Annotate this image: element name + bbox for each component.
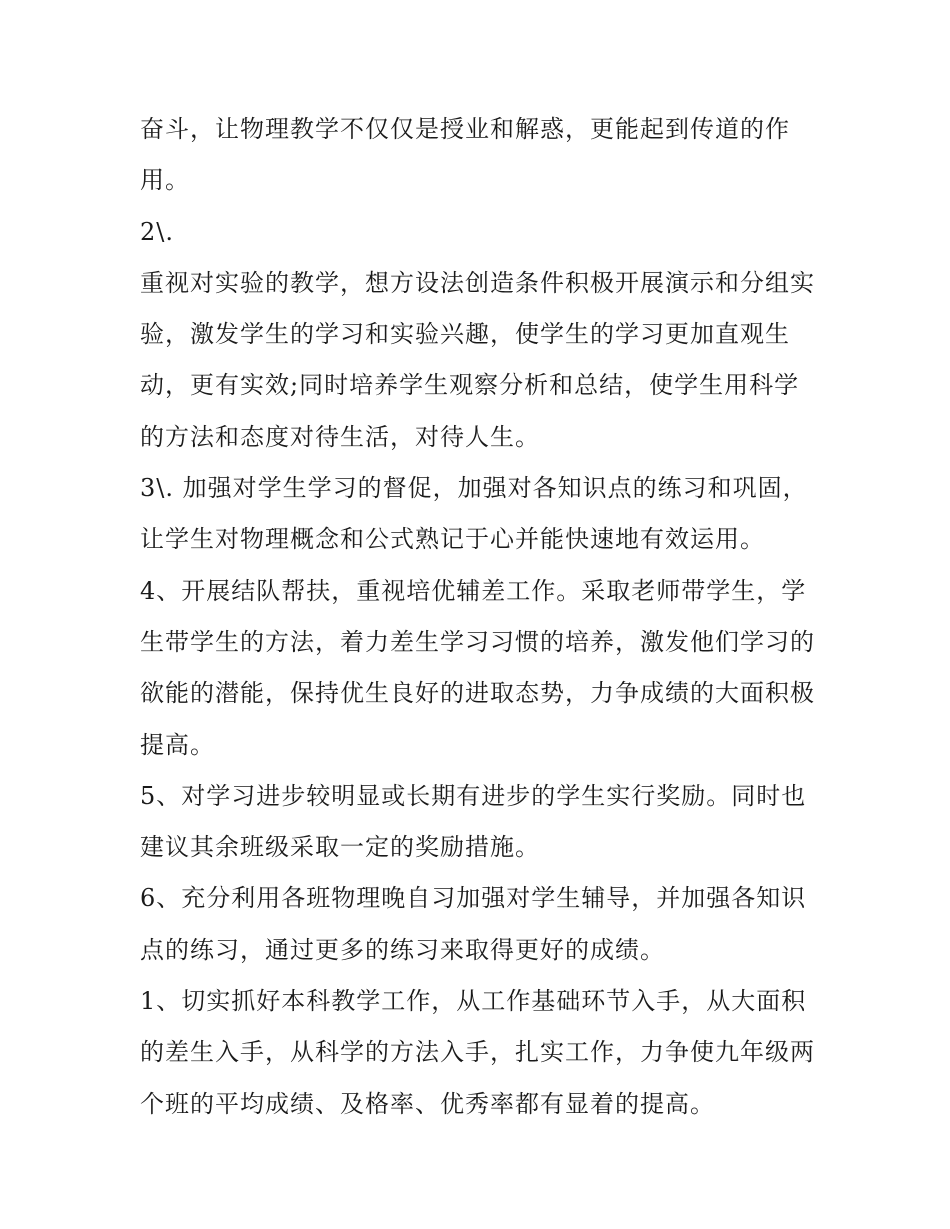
text-line: 欲能的潜能，保持优生良好的进取态势，力争成绩的大面积极 xyxy=(140,679,815,708)
text-line: 的差生入手，从科学的方法入手，扎实工作，力争使九年级两 xyxy=(140,1038,815,1067)
text-line: 4、开展结队帮扶，重视培优辅差工作。采取老师带学生，学 xyxy=(140,576,807,605)
document-body xyxy=(140,104,830,1130)
text-line: 点的练习，通过更多的练习来取得更好的成绩。 xyxy=(140,935,665,964)
text-line: 的方法和态度对待生活，对待人生。 xyxy=(140,422,540,451)
text-line: 5、对学习进步较明显或长期有进步的学生实行奖励。同时也 xyxy=(140,781,807,810)
text-line: 验，激发学生的学习和实验兴趣，使学生的学习更加直观生 xyxy=(140,320,790,349)
text-line: 用。 xyxy=(140,166,190,195)
text-line: 3\. 加强对学生学习的督促，加强对各知识点的练习和巩固， xyxy=(140,474,808,503)
text-line: 重视对实验的教学，想方设法创造条件积极开展演示和分组实 xyxy=(140,268,815,297)
text-line: 建议其余班级采取一定的奖励措施。 xyxy=(140,833,540,862)
text-line: 让学生对物理概念和公式熟记于心并能快速地有效运用。 xyxy=(140,525,765,554)
text-line: 1、切实抓好本科教学工作，从工作基础环节入手，从大面积 xyxy=(140,987,807,1016)
text-line: 奋斗，让物理教学不仅仅是授业和解惑，更能起到传道的作 xyxy=(140,115,790,143)
text-line: 2\. xyxy=(140,217,174,246)
text-line: 6、充分利用各班物理晚自习加强对学生辅导，并加强各知识 xyxy=(140,884,807,913)
text-line: 提高。 xyxy=(140,730,215,759)
text-line: 个班的平均成绩、及格率、优秀率都有显着的提高。 xyxy=(140,1089,715,1118)
text-line: 生带学生的方法，着力差生学习习惯的培养，激发他们学习的 xyxy=(140,627,815,656)
text-line: 动，更有实效;同时培养学生观察分析和总结，使学生用科学 xyxy=(140,371,800,400)
